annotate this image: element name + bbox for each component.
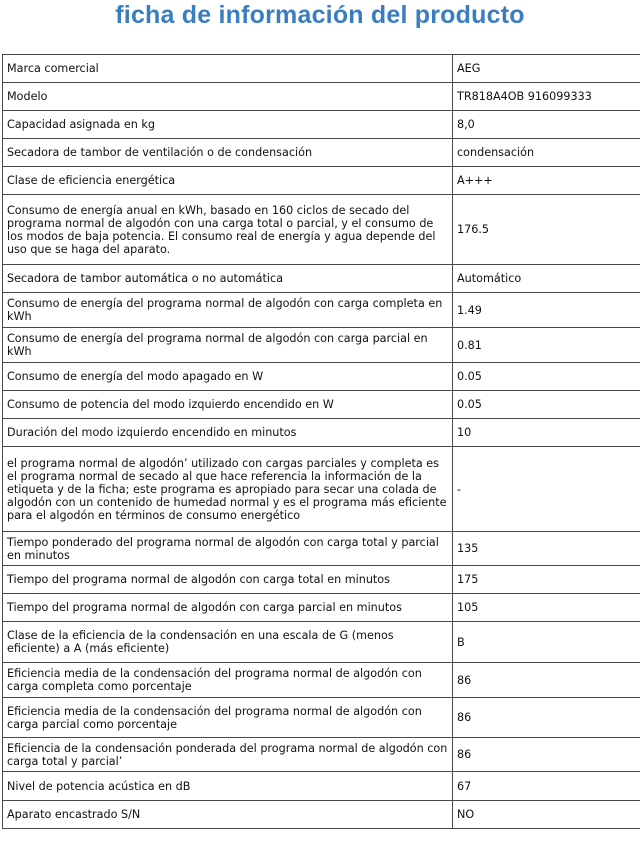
row-label: Eficiencia media de la condensación del programa normal de algodón con carga parcial como porcentaje (3, 698, 453, 738)
row-value: 86 (453, 738, 640, 772)
row-label: Consumo de energía anual en kWh, basado en 160 ciclos de secado del programa normal de algodón con una carga total o parcial, y el consumo de los modos de baja potencia. El consumo real de energía y agua depende del uso que se haga del aparato. (3, 195, 453, 265)
table-row (3, 391, 640, 419)
row-label: Tiempo del programa normal de algodón con carga total en minutos (3, 566, 453, 594)
page-title: ficha de información del producto (115, 1, 525, 29)
table-row (3, 328, 640, 363)
row-label: Tiempo ponderado del programa normal de algodón con carga total y parcial en minutos (3, 532, 453, 566)
row-label: Consumo de energía del modo apagado en W (3, 363, 453, 391)
table-row (3, 663, 640, 698)
row-value: 86 (453, 663, 640, 698)
row-label: Duración del modo izquierdo encendido en minutos (3, 419, 453, 447)
row-value: 1.49 (453, 293, 640, 328)
row-value: B (453, 622, 640, 663)
table-row (3, 698, 640, 738)
row-label: Modelo (3, 83, 453, 111)
table-row (3, 363, 640, 391)
table-row (3, 738, 640, 772)
row-value: 0.05 (453, 363, 640, 391)
row-value: 0.05 (453, 391, 640, 419)
row-value: A+++ (453, 167, 640, 195)
table-row (3, 111, 640, 139)
row-label: Tiempo del programa normal de algodón con carga parcial en minutos (3, 594, 453, 622)
row-value: 0.81 (453, 328, 640, 363)
row-label: Clase de eficiencia energética (3, 167, 453, 195)
row-label: Secadora de tambor de ventilación o de condensación (3, 139, 453, 167)
row-label: el programa normal de algodón’ utilizado con cargas parciales y completa es el programa normal de secado al que hace referencia la información de la etiqueta y de la ficha; este programa es apropiado para secar una colada de algodón con un contenido de humedad normal y es el programa más eficiente para el algodón en términos de consumo energético (3, 447, 453, 532)
row-value: 176.5 (453, 195, 640, 265)
table-row (3, 801, 640, 829)
table-row (3, 265, 640, 293)
table-row (3, 419, 640, 447)
row-value: TR818A4OB 916099333 (453, 83, 640, 111)
row-value: 10 (453, 419, 640, 447)
row-value: 86 (453, 698, 640, 738)
row-value: 135 (453, 532, 640, 566)
row-label: Eficiencia de la condensación ponderada del programa normal de algodón con carga total y parcial’ (3, 738, 453, 772)
table-row (3, 55, 640, 83)
row-label: Consumo de energía del programa normal de algodón con carga parcial en kWh (3, 328, 453, 363)
row-value: - (453, 447, 640, 532)
row-label: Marca comercial (3, 55, 453, 83)
table-row (3, 622, 640, 663)
row-label: Clase de la eficiencia de la condensación en una escala de G (menos eficiente) a A (más eficiente) (3, 622, 453, 663)
row-label: Consumo de energía del programa normal de algodón con carga completa en kWh (3, 293, 453, 328)
table-row (3, 83, 640, 111)
row-value: condensación (453, 139, 640, 167)
table-row (3, 167, 640, 195)
row-label: Secadora de tambor automática o no automática (3, 265, 453, 293)
row-label: Nivel de potencia acústica en dB (3, 772, 453, 801)
row-value: 8,0 (453, 111, 640, 139)
table-row (3, 139, 640, 167)
row-value: 67 (453, 772, 640, 801)
row-label: Eficiencia media de la condensación del programa normal de algodón con carga completa como porcentaje (3, 663, 453, 698)
table-row (3, 447, 640, 532)
table-row (3, 195, 640, 265)
row-value: 105 (453, 594, 640, 622)
row-value: Automático (453, 265, 640, 293)
row-value: NO (453, 801, 640, 829)
row-label: Aparato encastrado S/N (3, 801, 453, 829)
product-info-table (2, 54, 640, 829)
table-row (3, 566, 640, 594)
row-value: 175 (453, 566, 640, 594)
row-label: Consumo de potencia del modo izquierdo encendido en W (3, 391, 453, 419)
table-row (3, 293, 640, 328)
row-value: AEG (453, 55, 640, 83)
table-row (3, 594, 640, 622)
table-row (3, 532, 640, 566)
row-label: Capacidad asignada en kg (3, 111, 453, 139)
table-row (3, 772, 640, 801)
